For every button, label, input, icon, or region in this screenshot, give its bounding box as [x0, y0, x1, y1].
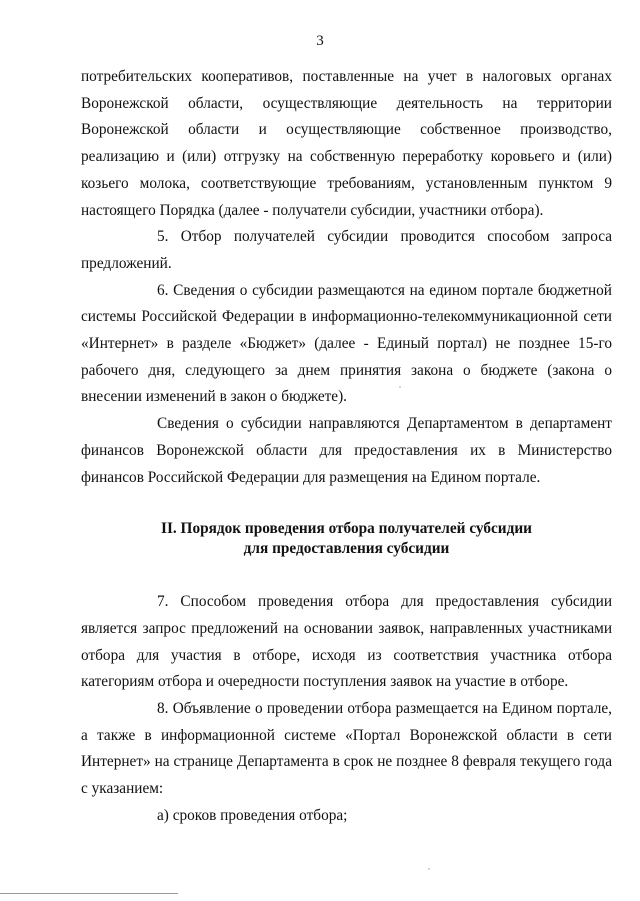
paragraph-8: 8. Объявление о проведении отбора размещается на Едином портале, а также в информационной системе «Портал Воронежской области в сети Интернет» на странице Департамента в срок не позднее 8 февраля текущего года с указанием: [81, 700, 612, 798]
paragraph-8a: а) сроков проведения отбора; [157, 806, 348, 824]
bottom-scan-edge [0, 893, 178, 894]
section-heading [81, 519, 612, 559]
paragraph-intro-continuation: потребительских кооперативов, поставленные на учет в налоговых органах Воронежской области, осуществляющие деятельность на территории Воронежской области и осуществляющие собственное производство, реализацию и (или) отгрузку на собственную переработку коровьего и (или) козьего молока, соответствующие требованиям, установленным пунктом 9 настоящего Порядка (далее - получатели субсидии, участники отбора). [81, 68, 612, 219]
section-heading-line-1: II. Порядок проведения отбора получателей субсидии [161, 520, 532, 538]
paragraph-6: 6. Сведения о субсидии размещаются на едином портале бюджетной системы Российской Федерации в информационно-телекоммуникационной сети «Интернет» в разделе «Бюджет» (далее - Единый портал) не позднее 15-го рабочего дня, следующего за днем принятия закона о бюджете (закона о внесении изменений в закон о бюджете). [81, 281, 612, 406]
document-body [81, 64, 612, 830]
section-heading-line-2: для предоставления субсидии [243, 540, 450, 558]
page-number: 3 [316, 33, 324, 49]
scan-speck [428, 868, 430, 870]
paragraph-5: 5. Отбор получателей субсидии проводится способом запроса предложений. [81, 228, 612, 272]
scan-speck [399, 386, 401, 388]
paragraph-6-continuation: Сведения о субсидии направляются Департаментом в департамент финансов Воронежской области для предоставления их в Министерство финансов Российской Федерации для размещения на Едином портале. [81, 415, 612, 486]
paragraph-7: 7. Способом проведения отбора для предоставления субсидии является запрос предложений на основании заявок, направленных участниками отбора для участия в отборе, исходя из соответствия участника отбора категориям отбора и очередности поступления заявок на участие в отборе. [81, 593, 612, 691]
